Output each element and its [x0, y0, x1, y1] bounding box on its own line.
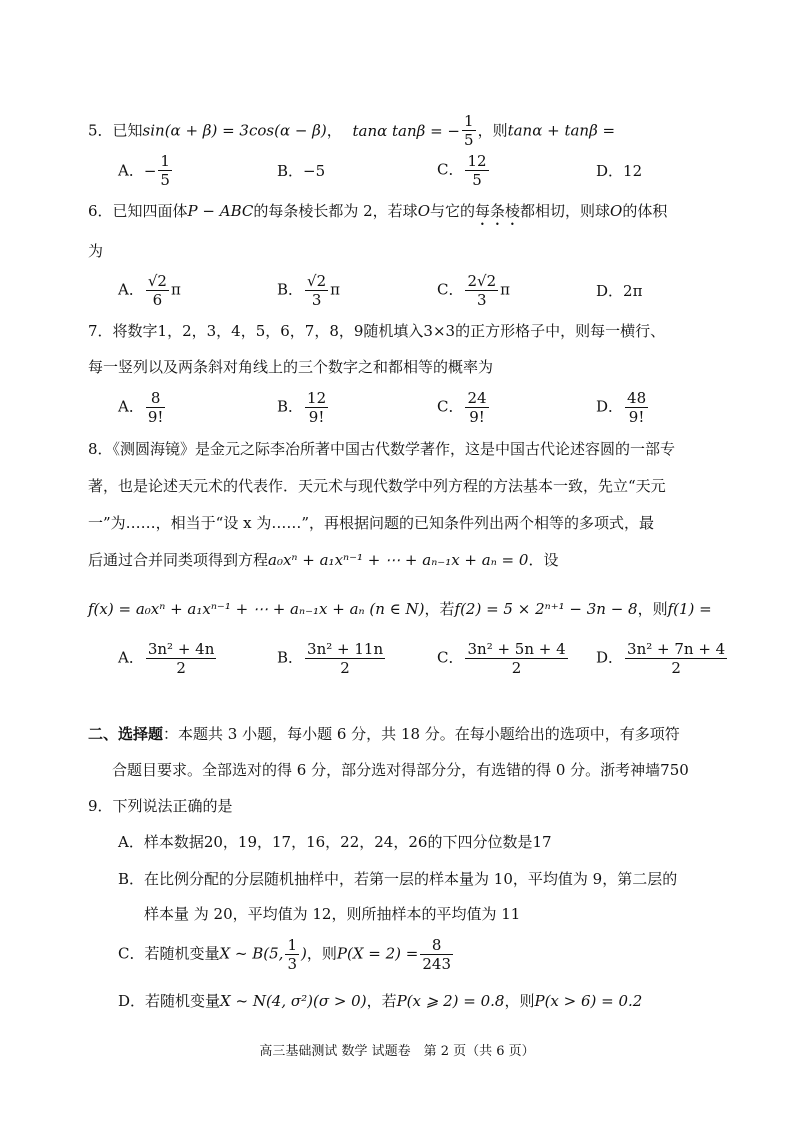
q8-condition: f(2) = 5 × 2ⁿ⁺¹ − 3n − 8: [454, 600, 638, 618]
q5-stem-prefix: 5．已知: [88, 121, 143, 140]
q5-option-b: B．−5: [277, 162, 326, 180]
page-footer: 高三基础测试 数学 试题卷 第 2 页（共 6 页）: [259, 1044, 535, 1059]
q9-option-d: D．若随机变量X ~ N(4, σ²)(σ > 0)，若P(x ⩾ 2) = 0.8，则P(x > 6) = 0.2: [118, 992, 643, 1010]
q5-option-d: D．12: [596, 162, 643, 180]
q6-option-d: D．2π: [596, 282, 643, 300]
q6-option-a: A． $\frac{√2}{6}$ π: [118, 272, 181, 309]
q8-equation: a₀xⁿ + a₁xⁿ⁻¹ + ⋯ + aₙ₋₁x + aₙ = 0: [268, 551, 529, 569]
q8-stem-line1: 8．《测圆海镜》是金元之际李冶所著中国古代数学著作，这是中国古代论述容圆的一部专: [88, 440, 676, 458]
section2-intro-line1: 二、选择题：本题共 3 小题，每小题 6 分，共 18 分。在每小题给出的选项中，有多项符: [88, 725, 680, 743]
q7-stem-line2: 每一竖列以及两条斜对角线上的三个数字之和都相等的概率为: [88, 358, 494, 376]
q5-sep: ，: [326, 121, 342, 140]
q9-option-a: A．样本数据20，19，17，16，22，24，26的下四分位数是17: [118, 833, 552, 851]
q5-then: ，则: [477, 121, 508, 140]
q8-stem-line2: 著，也是论述天元术的代表作．天元术与现代数学中列方程的方法基本一致，先立“天元: [88, 477, 666, 495]
q5-formula-1: sin(α + β) = 3cos(α − β): [142, 121, 327, 140]
q9-option-b-line2: 样本量 为 20，平均值为 12，则所抽样本的平均值为 11: [144, 905, 521, 923]
q9-stem: 9．下列说法正确的是: [88, 797, 233, 815]
q9-option-b-line1: B．在比例分配的分层随机抽样中，若第一层的样本量为 10，平均值为 9，第二层的: [118, 870, 678, 888]
q5-option-c: C． $\frac{12}{5}$: [437, 152, 487, 189]
q9-option-c: C．若随机变量X ~ B(5, $\frac{1}{3}$ )，则P(X = 2) = $\frac{8}{243}$: [118, 936, 451, 973]
q7-option-a: A． $\frac{8}{9!}$: [118, 389, 164, 426]
q7-option-b: B． $\frac{12}{9!}$: [277, 389, 327, 426]
q5-frac-1-5: $\frac{1}{5}$: [464, 112, 474, 149]
q7-stem-line1: 7．将数字1，2，3，4，5，6，7，8，9随机填入3×3的正方形格子中，则每一横行、: [88, 322, 666, 340]
q5-stem: [88, 112, 615, 149]
q8-option-c: C． $\frac{\text{3n² + 5n + 4}}{2}$: [437, 640, 566, 677]
q7-option-d: D． $\frac{48}{9!}$: [596, 389, 647, 426]
section2-heading: 二、选择题: [88, 725, 164, 743]
q5-formula-3: tanα + tanβ =: [507, 121, 616, 140]
q5-formula-2: tanα tanβ = −: [352, 121, 461, 140]
q8-option-b: B． $\frac{\text{3n² + 11n}}{2}$: [277, 640, 384, 677]
q8-stem-line4: 后通过合并同类项得到方程a₀xⁿ + a₁xⁿ⁻¹ + ⋯ + aₙ₋₁x + aₙ = 0．设: [88, 551, 559, 569]
q8-stem-line5: f(x) = a₀xⁿ + a₁xⁿ⁻¹ + ⋯ + aₙ₋₁x + aₙ (n ∈ N)，若f(2) = 5 × 2ⁿ⁺¹ − 3n − 8，则f(1) =: [88, 600, 712, 618]
section2-intro-line2: 合题目要求。全部选对的得 6 分，部分选对得部分分，有选错的得 0 分。浙考神墙750: [112, 761, 689, 779]
q8-function-def: f(x) = a₀xⁿ + a₁xⁿ⁻¹ + ⋯ + aₙ₋₁x + aₙ (n ∈ N): [88, 600, 425, 618]
q6-stem-line2: 为: [88, 242, 104, 260]
q8-option-a: A． $\frac{\text{3n² + 4n}}{2}$: [118, 640, 215, 677]
q5-option-a: A． − $\frac{1}{5}$: [118, 152, 170, 189]
q8-stem-line3: 一”为……，相当于“设 x 为……”，再根据问题的已知条件列出两个相等的多项式，最: [88, 514, 655, 532]
q7-option-c: C． $\frac{24}{9!}$: [437, 389, 487, 426]
q6-emphasis: 每条棱: [475, 202, 521, 220]
q6-option-b: B． $\frac{√2}{3}$ π: [277, 272, 340, 309]
q8-target: f(1) =: [667, 600, 712, 618]
q8-option-d: D． $\frac{\text{3n² + 7n + 4}}{2}$: [596, 640, 726, 677]
q6-stem-line1: 6．已知四面体P − ABC的每条棱长都为 2，若球O与它的每条棱都相切，则球O的体积: [88, 202, 668, 220]
q6-option-c: C． $\frac{2√2}{3}$ π: [437, 272, 510, 309]
